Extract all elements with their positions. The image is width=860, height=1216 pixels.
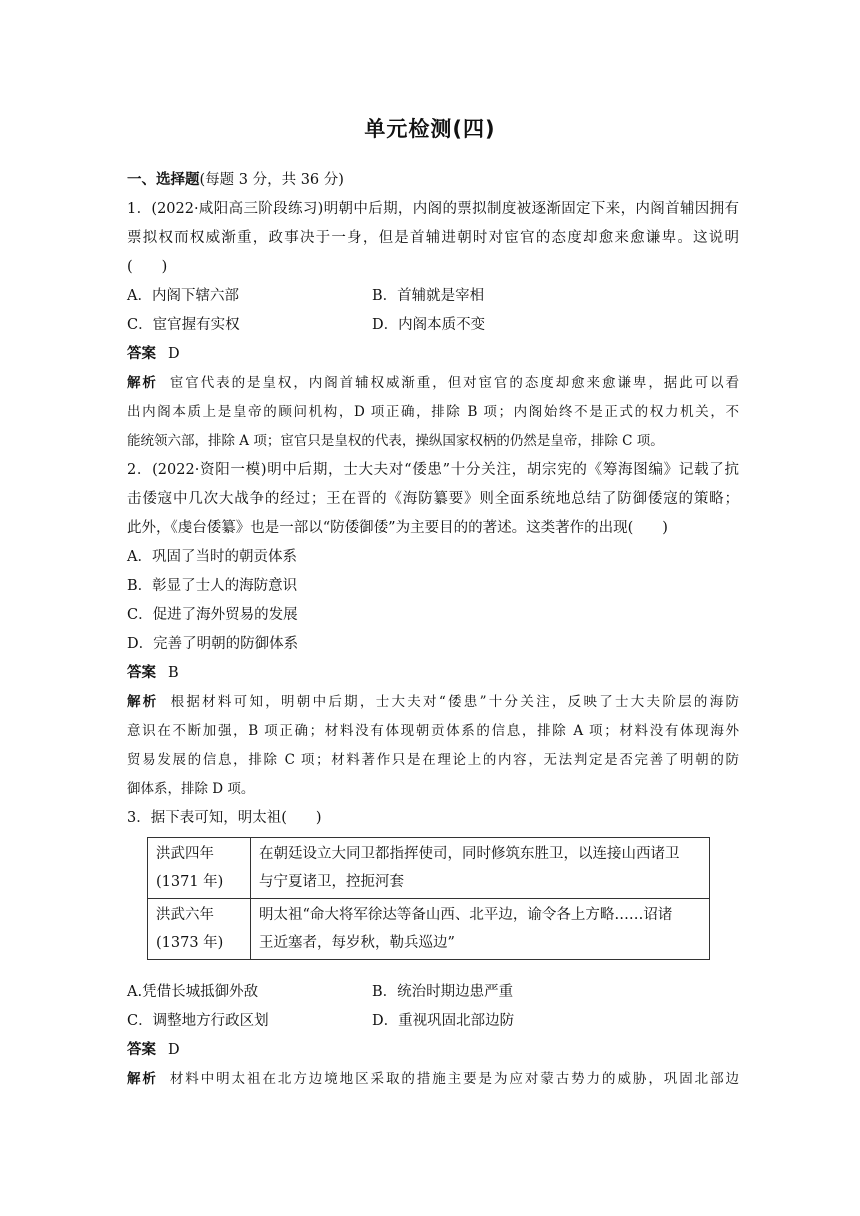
section-heading-text: 一、选择题 <box>127 172 200 188</box>
table-cell-year <box>148 838 251 899</box>
question-1-options-row <box>127 311 739 340</box>
question-1-line: ( ) <box>127 259 168 275</box>
explanation-text: 材料中明太祖在北方边境地区采取的措施主要是为应对蒙古势力的威胁，巩固北部边 <box>169 1071 739 1087</box>
question-3-stem: 3．据下表可知，明太祖( ) <box>127 810 322 826</box>
question-1-line: 1．(2022·咸阳高三阶段练习)明朝中后期，内阁的票拟制度被逐渐固定下来，内阁首辅因拥有 <box>127 201 739 217</box>
document-body <box>127 166 739 1094</box>
answer-label: 答案 <box>127 1042 156 1058</box>
option-c: C．宦官握有实权 <box>127 317 240 333</box>
option-d: D．重视巩固北部边防 <box>372 1013 515 1029</box>
option-d: D．内阁本质不变 <box>372 317 486 333</box>
explanation-line: 出内阁本质上是皇帝的顾问机构，D 项正确，排除 B 项；内阁始终不是正式的权力机关，不 <box>127 404 739 420</box>
answer-value: D <box>168 1042 180 1058</box>
question-2-line: 2．(2022·资阳一模)明中后期，士大夫对“倭患”十分关注，胡宗宪的《筹海图编》记载了抗 <box>127 462 739 478</box>
explanation-line <box>127 369 739 398</box>
option-b: B．彰显了士人的海防意识 <box>127 578 298 594</box>
history-table <box>147 837 710 960</box>
question-3 <box>127 804 739 1094</box>
option-a: A.凭借长城抵御外敌 <box>127 984 259 1000</box>
answer-value: B <box>168 665 179 681</box>
explanation-line: 能统领六部，排除 A 项；宦官只是皇权的代表，操纵国家权柄的仍然是皇帝，排除 C 项。 <box>127 433 664 449</box>
question-1-options-row <box>127 282 739 311</box>
question-1 <box>127 195 739 456</box>
event-text: 在朝廷设立大同卫都指挥使司，同时修筑东胜卫，以连接山西诸卫 <box>259 846 680 862</box>
option-d: D．完善了明朝的防御体系 <box>127 636 299 652</box>
table-row <box>148 899 710 960</box>
year-number: (1371 年) <box>156 874 224 890</box>
answer-line <box>127 659 739 688</box>
event-text: 王近塞者，每岁秋，勒兵巡边” <box>259 935 455 951</box>
question-2-line: 击倭寇中几次大战争的经过；王在晋的《海防纂要》则全面系统地总结了防御倭寇的策略； <box>127 491 739 507</box>
option-a: A．巩固了当时的朝贡体系 <box>127 549 297 565</box>
table-row <box>148 838 710 899</box>
table-cell-year <box>148 899 251 960</box>
answer-value: D <box>168 346 180 362</box>
section-heading-note: (每题 3 分，共 36 分) <box>199 172 344 188</box>
explanation-text: 根据材料可知，明朝中后期，士大夫对“倭患”十分关注，反映了士大夫阶层的海防 <box>170 694 739 710</box>
option-c: C．促进了海外贸易的发展 <box>127 607 298 623</box>
explanation-line: 意识在不断加强，B 项正确；材料没有体现朝贡体系的信息，排除 A 项；材料没有体现海外 <box>127 723 739 739</box>
answer-line <box>127 340 739 369</box>
year-label: 洪武四年 <box>156 846 214 862</box>
question-2-line: 此外，《虔台倭纂》也是一部以“防倭御倭”为主要目的的著述。这类著作的出现( ) <box>127 520 668 536</box>
explanation-line: 贸易发展的信息，排除 C 项；材料著作只是在理论上的内容，无法判定是否完善了明朝的防 <box>127 752 739 768</box>
question-3-options-row <box>127 1007 739 1036</box>
answer-line <box>127 1036 739 1065</box>
event-text: 明太祖“命大将军徐达等备山西、北平边，谕令各上方略……诏诸 <box>259 907 673 923</box>
option-b: B．统治时期边患严重 <box>372 984 514 1000</box>
table-cell-event <box>251 838 710 899</box>
explanation-text: 宦官代表的是皇权，内阁首辅权威渐重，但对宦官的态度却愈来愈谦卑，据此可以看 <box>169 375 739 391</box>
explanation-label: 解析 <box>127 1071 158 1087</box>
option-a: A．内阁下辖六部 <box>127 288 239 304</box>
page-title: 单元检测(四) <box>364 117 496 141</box>
explanation-line <box>127 688 739 717</box>
event-text: 与宁夏诸卫，控扼河套 <box>259 874 404 890</box>
explanation-line: 御体系，排除 D 项。 <box>127 781 255 797</box>
explanation-label: 解析 <box>127 694 159 710</box>
table-cell-event <box>251 899 710 960</box>
year-number: (1373 年) <box>156 935 224 951</box>
question-3-options-row <box>127 978 739 1007</box>
question-1-line: 票拟权而权威渐重，政事决于一身，但是首辅进朝时对宦官的态度却愈来愈谦卑。这说明 <box>127 230 739 246</box>
section-heading <box>127 166 739 195</box>
answer-label: 答案 <box>127 346 156 362</box>
option-b: B．首辅就是宰相 <box>372 288 485 304</box>
question-2 <box>127 456 739 804</box>
year-label: 洪武六年 <box>156 907 214 923</box>
explanation-label: 解析 <box>127 375 158 391</box>
explanation-line <box>127 1065 739 1094</box>
option-c: C．调整地方行政区划 <box>127 1013 269 1029</box>
answer-label: 答案 <box>127 665 156 681</box>
